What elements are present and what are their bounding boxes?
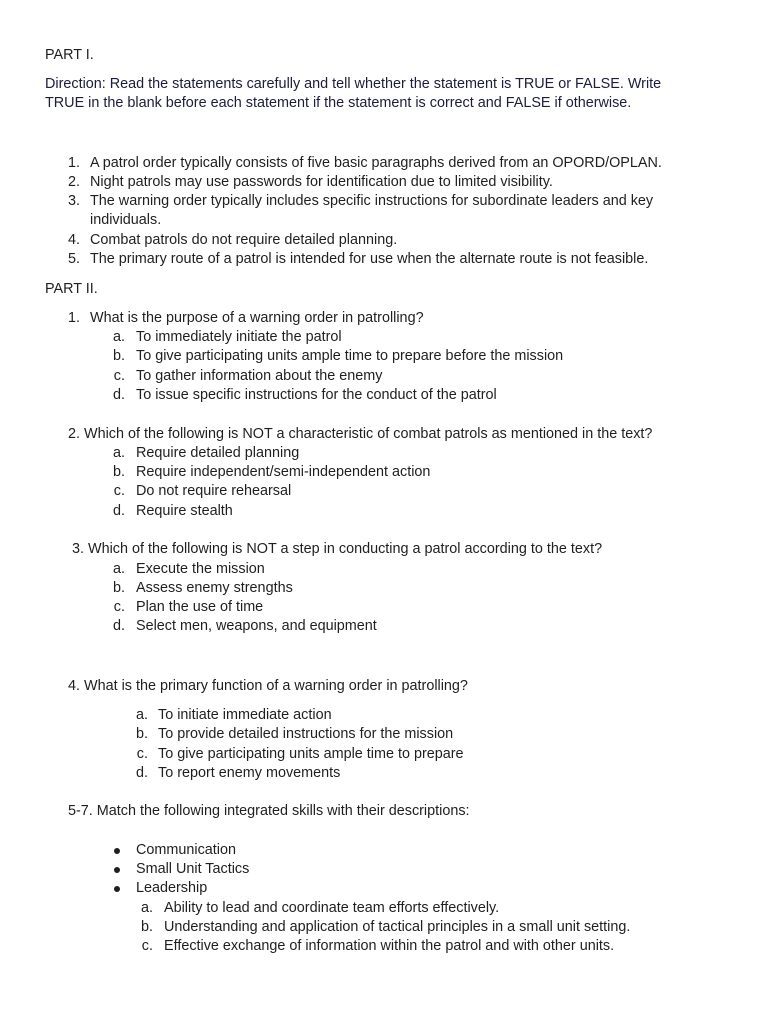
question-text: What is the purpose of a warning order in patrolling? [90,310,424,326]
statement-text-continued: individuals. [90,212,162,228]
choice-text: To give participating units ample time to prepare before the mission [136,348,564,364]
choice-letter: d. [112,387,125,403]
choice-letter: b. [135,726,148,742]
choice-letter: d. [112,618,125,634]
choice-letter: c. [141,938,153,954]
part1-heading: PART I. [45,47,94,63]
choice-text: Understanding and application of tactical principles in a small unit setting. [164,919,631,935]
item-number: 4. [67,232,80,248]
skill-item: Communication [136,842,236,858]
part2-heading: PART II. [45,281,98,297]
item-number: 1. [67,155,80,171]
choice-text: Require independent/semi-independent action [136,464,431,480]
choice-text: To initiate immediate action [158,707,332,723]
question-number: 1. [67,310,80,326]
choice-text: To issue specific instructions for the conduct of the patrol [136,387,497,403]
choice-letter: d. [135,765,148,781]
question-text: 3. Which of the following is NOT a step in conducting a patrol according to the text? [72,541,603,557]
direction-line-1: Direction: Read the statements carefully and tell whether the statement is TRUE or FALSE. Write [45,76,662,92]
choice-letter: a. [112,561,125,577]
statement-text: The primary route of a patrol is intended for use when the alternate route is not feasible. [90,251,649,267]
choice-letter: b. [140,919,153,935]
choice-text: Plan the use of time [136,599,264,615]
bullet-icon [114,886,120,892]
question-text: 4. What is the primary function of a warning order in patrolling? [68,678,468,694]
choice-text: Do not require rehearsal [136,483,292,499]
statement-text: Night patrols may use passwords for identification due to limited visibility. [90,174,553,190]
question-text: 5-7. Match the following integrated skills with their descriptions: [68,803,470,819]
bullet-icon [114,867,120,873]
choice-text: To immediately initiate the patrol [136,329,342,345]
choice-text: To provide detailed instructions for the mission [158,726,454,742]
choice-letter: c. [113,368,125,384]
choice-letter: b. [112,580,125,596]
statement-text: The warning order typically includes specific instructions for subordinate leaders and key [90,193,654,209]
direction-line-2: TRUE in the blank before each statement if the statement is correct and FALSE if otherwise. [45,95,632,111]
choice-text: Effective exchange of information within the patrol and with other units. [164,938,615,954]
choice-letter: c. [113,599,125,615]
choice-letter: b. [112,348,125,364]
choice-letter: d. [112,503,125,519]
question-text: 2. Which of the following is NOT a characteristic of combat patrols as mentioned in the text? [68,426,653,442]
item-number: 2. [67,174,80,190]
choice-text: Assess enemy strengths [136,580,293,596]
choice-text: To give participating units ample time to prepare [158,746,464,762]
choice-letter: a. [140,900,153,916]
choice-text: Ability to lead and coordinate team efforts effectively. [164,900,500,916]
choice-text: Require stealth [136,503,233,519]
statement-text: A patrol order typically consists of five basic paragraphs derived from an OPORD/OPLAN. [90,155,662,171]
item-number: 5. [67,251,80,267]
bullet-icon [114,848,120,854]
choice-letter: c. [136,746,148,762]
choice-letter: c. [113,483,125,499]
choice-letter: a. [112,329,125,345]
item-number: 3. [67,193,80,209]
choice-text: Select men, weapons, and equipment [136,618,377,634]
choice-letter: a. [135,707,148,723]
choice-letter: b. [112,464,125,480]
skill-item: Small Unit Tactics [136,861,250,877]
choice-text: To report enemy movements [158,765,341,781]
choice-text: Require detailed planning [136,445,300,461]
choice-text: To gather information about the enemy [136,368,383,384]
skill-item: Leadership [136,880,208,896]
choice-text: Execute the mission [136,561,265,577]
statement-text: Combat patrols do not require detailed planning. [90,232,398,248]
choice-letter: a. [112,445,125,461]
